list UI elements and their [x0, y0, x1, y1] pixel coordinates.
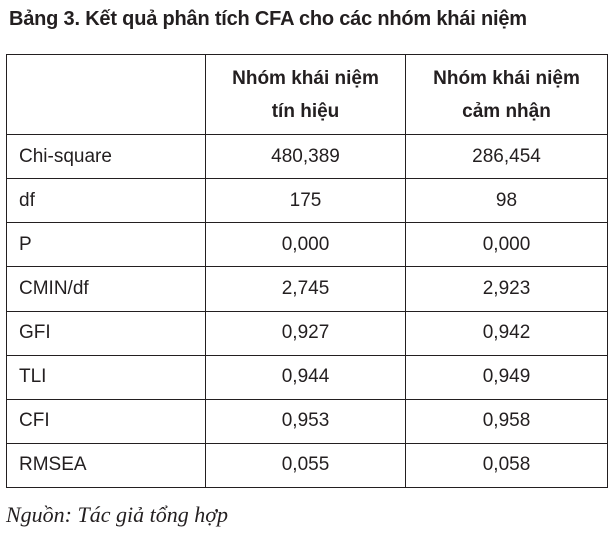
- table-row: [7, 267, 608, 311]
- perception-value: 0,058: [406, 443, 608, 487]
- table-row: [7, 443, 608, 487]
- signal-value: 0,000: [206, 223, 406, 267]
- perception-value: 0,942: [406, 311, 608, 355]
- signal-value: 2,745: [206, 267, 406, 311]
- signal-value: 175: [206, 179, 406, 223]
- table-caption: Bảng 3. Kết quả phân tích CFA cho các nhóm khái niệm: [9, 8, 527, 30]
- header-empty-cell: [7, 55, 206, 135]
- signal-value: 0,944: [206, 355, 406, 399]
- perception-value: 286,454: [406, 135, 608, 179]
- header-perception-line-2: cảm nhận: [462, 100, 551, 122]
- cfa-results-table: [6, 54, 608, 488]
- table-row: [7, 179, 608, 223]
- table-row: [7, 135, 608, 179]
- row-label: CFI: [7, 399, 206, 443]
- header-perception-line-1: Nhóm khái niệm: [433, 67, 580, 89]
- signal-value: 0,927: [206, 311, 406, 355]
- signal-value: 480,389: [206, 135, 406, 179]
- row-label: Chi-square: [7, 135, 206, 179]
- table-header-row: [7, 55, 608, 135]
- signal-value: 0,055: [206, 443, 406, 487]
- source-note: Nguồn: Tác giả tổng hợp: [6, 502, 228, 527]
- signal-value: 0,953: [206, 399, 406, 443]
- table-row: [7, 223, 608, 267]
- table-row: [7, 355, 608, 399]
- perception-value: 0,000: [406, 223, 608, 267]
- row-label: CMIN/df: [7, 267, 206, 311]
- perception-value: 0,949: [406, 355, 608, 399]
- header-signal-group: [206, 55, 406, 135]
- row-label: TLI: [7, 355, 206, 399]
- perception-value: 0,958: [406, 399, 608, 443]
- table-row: [7, 311, 608, 355]
- header-perception-group: [406, 55, 608, 135]
- table-row: [7, 399, 608, 443]
- row-label: P: [7, 223, 206, 267]
- row-label: GFI: [7, 311, 206, 355]
- header-signal-line-1: Nhóm khái niệm: [232, 67, 379, 89]
- perception-value: 98: [406, 179, 608, 223]
- header-signal-line-2: tín hiệu: [271, 100, 340, 122]
- perception-value: 2,923: [406, 267, 608, 311]
- row-label: RMSEA: [7, 443, 206, 487]
- row-label: df: [7, 179, 206, 223]
